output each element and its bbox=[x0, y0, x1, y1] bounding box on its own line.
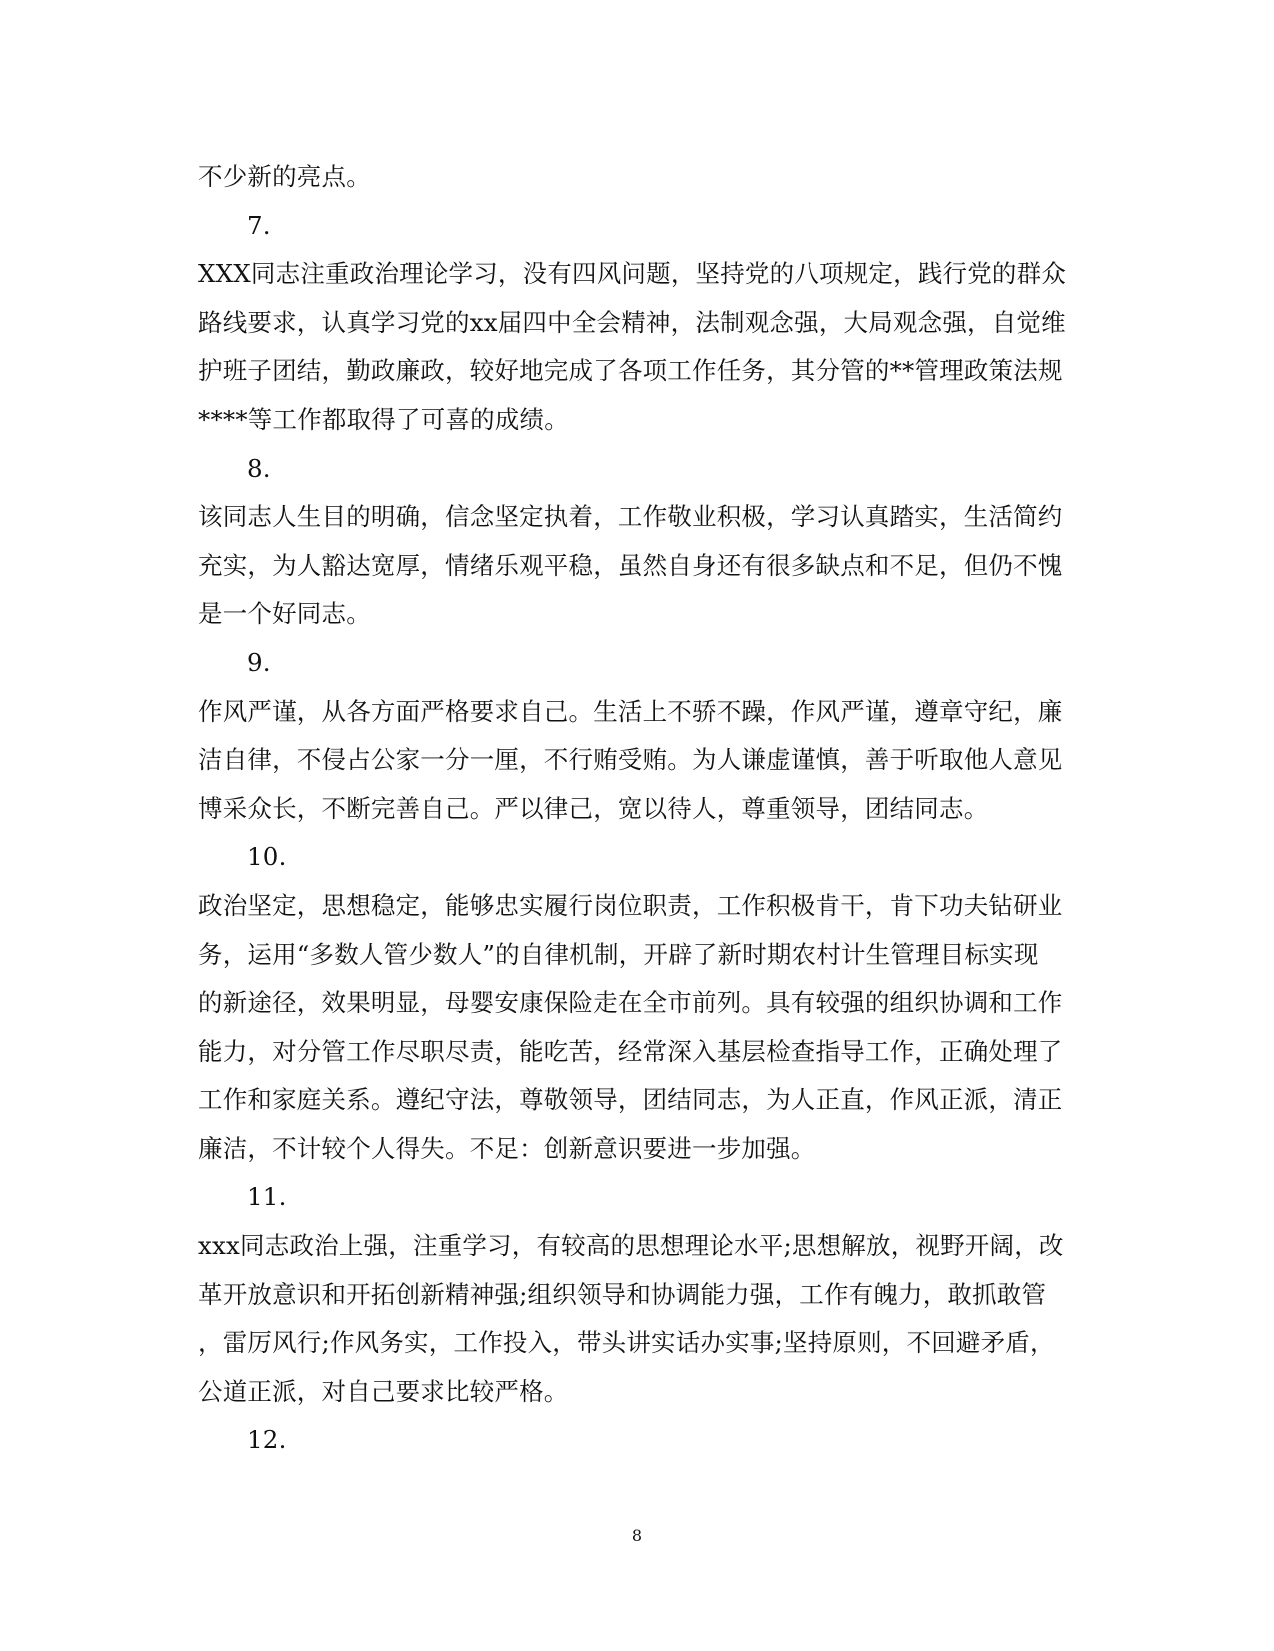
body-line: 护班子团结，勤政廉政，较好地完成了各项工作任务，其分管的**管理政策法规 bbox=[198, 356, 1063, 386]
item-number: 9. bbox=[247, 647, 271, 677]
body-line: 廉洁，不计较个人得失。不足：创新意识要进一步加强。 bbox=[198, 1133, 816, 1163]
body-line: 的新途径，效果明显，母婴安康保险走在全市前列。具有较强的组织协调和工作 bbox=[198, 988, 1063, 1018]
body-line: 政治坚定，思想稳定，能够忠实履行岗位职责，工作积极肯干，肯下功夫钻研业 bbox=[198, 890, 1063, 920]
body-line: 该同志人生目的明确，信念坚定执着，工作敬业积极，学习认真踏实，生活简约 bbox=[198, 502, 1063, 532]
item-number: 7. bbox=[247, 210, 271, 240]
item-number: 10. bbox=[247, 842, 287, 872]
body-line: 革开放意识和开拓创新精神强;组织领导和协调能力强，工作有魄力，敢抓敢管 bbox=[198, 1279, 1047, 1309]
body-line: ，雷厉风行;作风务实，工作投入，带头讲实话办实事;坚持原则，不回避矛盾， bbox=[198, 1328, 1055, 1358]
body-line: 是一个好同志。 bbox=[198, 599, 371, 629]
body-line: 充实，为人豁达宽厚，情绪乐观平稳，虽然自身还有很多缺点和不足，但仍不愧 bbox=[198, 550, 1063, 580]
body-line: 博采众长，不断完善自己。严以律己，宽以待人，尊重领导，团结同志。 bbox=[198, 793, 989, 823]
body-line: 洁自律，不侵占公家一分一厘，不行贿受贿。为人谦虚谨慎，善于听取他人意见 bbox=[198, 745, 1063, 775]
body-line: 路线要求，认真学习党的xx届四中全会精神，法制观念强，大局观念强，自觉维 bbox=[198, 307, 1066, 337]
body-line: 不少新的亮点。 bbox=[198, 162, 371, 191]
body-line: 能力，对分管工作尽职尽责，能吃苦，经常深入基层检查指导工作，正确处理了 bbox=[198, 1036, 1063, 1066]
body-line: 务，运用“多数人管少数人”的自律机制，开辟了新时期农村计生管理目标实现 bbox=[198, 939, 1039, 969]
body-line: XXX同志注重政治理论学习，没有四风问题，坚持党的八项规定，践行党的群众 bbox=[198, 259, 1067, 289]
document-body bbox=[198, 153, 1078, 1465]
page-number: 8 bbox=[631, 1526, 643, 1545]
body-line: 作风严谨，从各方面严格要求自己。生活上不骄不躁，作风严谨，遵章守纪，廉 bbox=[198, 696, 1063, 726]
body-line: xxx同志政治上强，注重学习，有较高的思想理论水平;思想解放，视野开阔，改 bbox=[198, 1231, 1064, 1261]
body-line: ****等工作都取得了可喜的成绩。 bbox=[198, 404, 569, 434]
item-number: 8. bbox=[247, 453, 271, 483]
body-line: 工作和家庭关系。遵纪守法，尊敬领导，团结同志，为人正直，作风正派，清正 bbox=[198, 1085, 1063, 1115]
body-line: 公道正派，对自己要求比较严格。 bbox=[198, 1376, 569, 1406]
item-number: 12. bbox=[247, 1425, 287, 1455]
item-number: 11. bbox=[247, 1182, 287, 1212]
